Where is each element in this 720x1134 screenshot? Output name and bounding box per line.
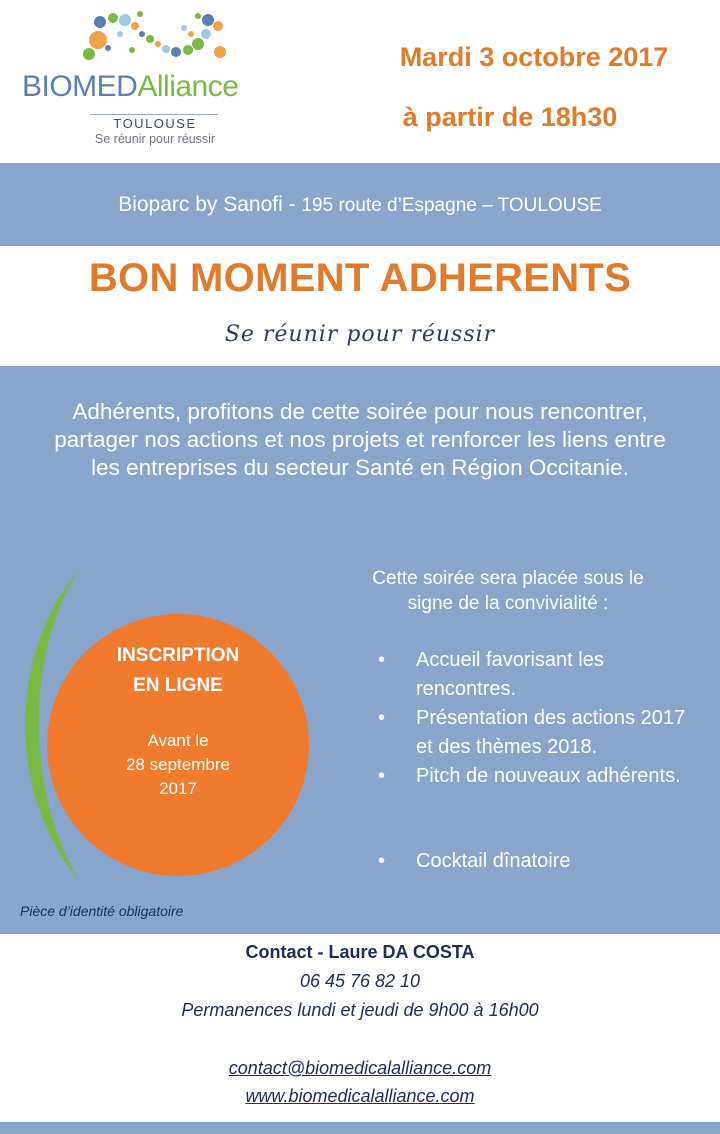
badge-date-line3: 2017 (159, 779, 197, 798)
badge-title-line2: EN LIGNE (133, 675, 223, 696)
page-subtitle: Se réunir pour réussir (224, 322, 496, 347)
logo-bubbles-icon (80, 6, 230, 68)
website-link[interactable]: www.biomedicalalliance.com (245, 1086, 475, 1106)
bottom-band (0, 1122, 720, 1134)
venue-address: 195 route d’Espagne – TOULOUSE (301, 195, 602, 216)
badge-title-line1: INSCRIPTION (116, 645, 240, 666)
biomed-alliance-logo (0, 0, 320, 160)
list-item-label: Pitch de nouveaux adhérents. (416, 765, 681, 787)
venue-line (0, 193, 720, 217)
venue-separator: - (282, 193, 302, 216)
page-title: BON MOMENT ADHERENTS (88, 256, 632, 300)
bullet-icon: • (378, 649, 386, 671)
contact-phone: 06 45 76 82 10 (299, 971, 421, 991)
conviviality-line2: signe de la convivialité : (407, 593, 609, 614)
conviviality-line1: Cette soirée sera placée sous le (372, 568, 644, 589)
logo-wordmark-alliance: Alliance (137, 70, 239, 103)
logo-city: TOULOUSE (113, 116, 197, 131)
logo-tagline: Se réunir pour réussir (94, 132, 216, 146)
badge-date-line1: Avant le (147, 731, 209, 750)
event-date: Mardi 3 octobre 2017 (399, 42, 669, 72)
bullet-icon: • (378, 850, 386, 872)
logo-divider (90, 114, 218, 115)
bullet-icon: • (378, 765, 386, 787)
intro-paragraph: Adhérents, profitons de cette soirée pour nous rencontrer, partager nos actions et nos projets et renforcer les liens entre les entreprises du secteur Santé en Région Occitanie. (54, 399, 666, 480)
badge-date-line2: 28 septembre (126, 755, 230, 774)
event-time: à partir de 18h30 (402, 102, 618, 132)
registration-badge-title (47, 641, 309, 701)
registration-deadline (47, 729, 309, 801)
contact-hours: Permanences lundi et jeudi de 9h00 à 16h00 (181, 1000, 539, 1020)
id-required-note: Pièce d’identité obligatoire (20, 903, 184, 919)
list-item-label: Cocktail dînatoire (416, 850, 571, 872)
contact-title: Contact - Laure DA COSTA (245, 942, 475, 962)
logo-wordmark-biomed: BIOMED (22, 70, 138, 103)
contact-email-link[interactable]: contact@biomedicalalliance.com (228, 1058, 492, 1078)
list-item-label: Accueil favorisant les rencontres. (416, 649, 604, 700)
bullet-icon: • (378, 707, 386, 729)
conviviality-intro (318, 566, 698, 616)
list-item-label: Présentation des actions 2017 et des thèmes 2018. (416, 707, 686, 758)
logo-wordmark (22, 70, 238, 104)
venue-name: Bioparc by Sanofi (118, 193, 283, 216)
